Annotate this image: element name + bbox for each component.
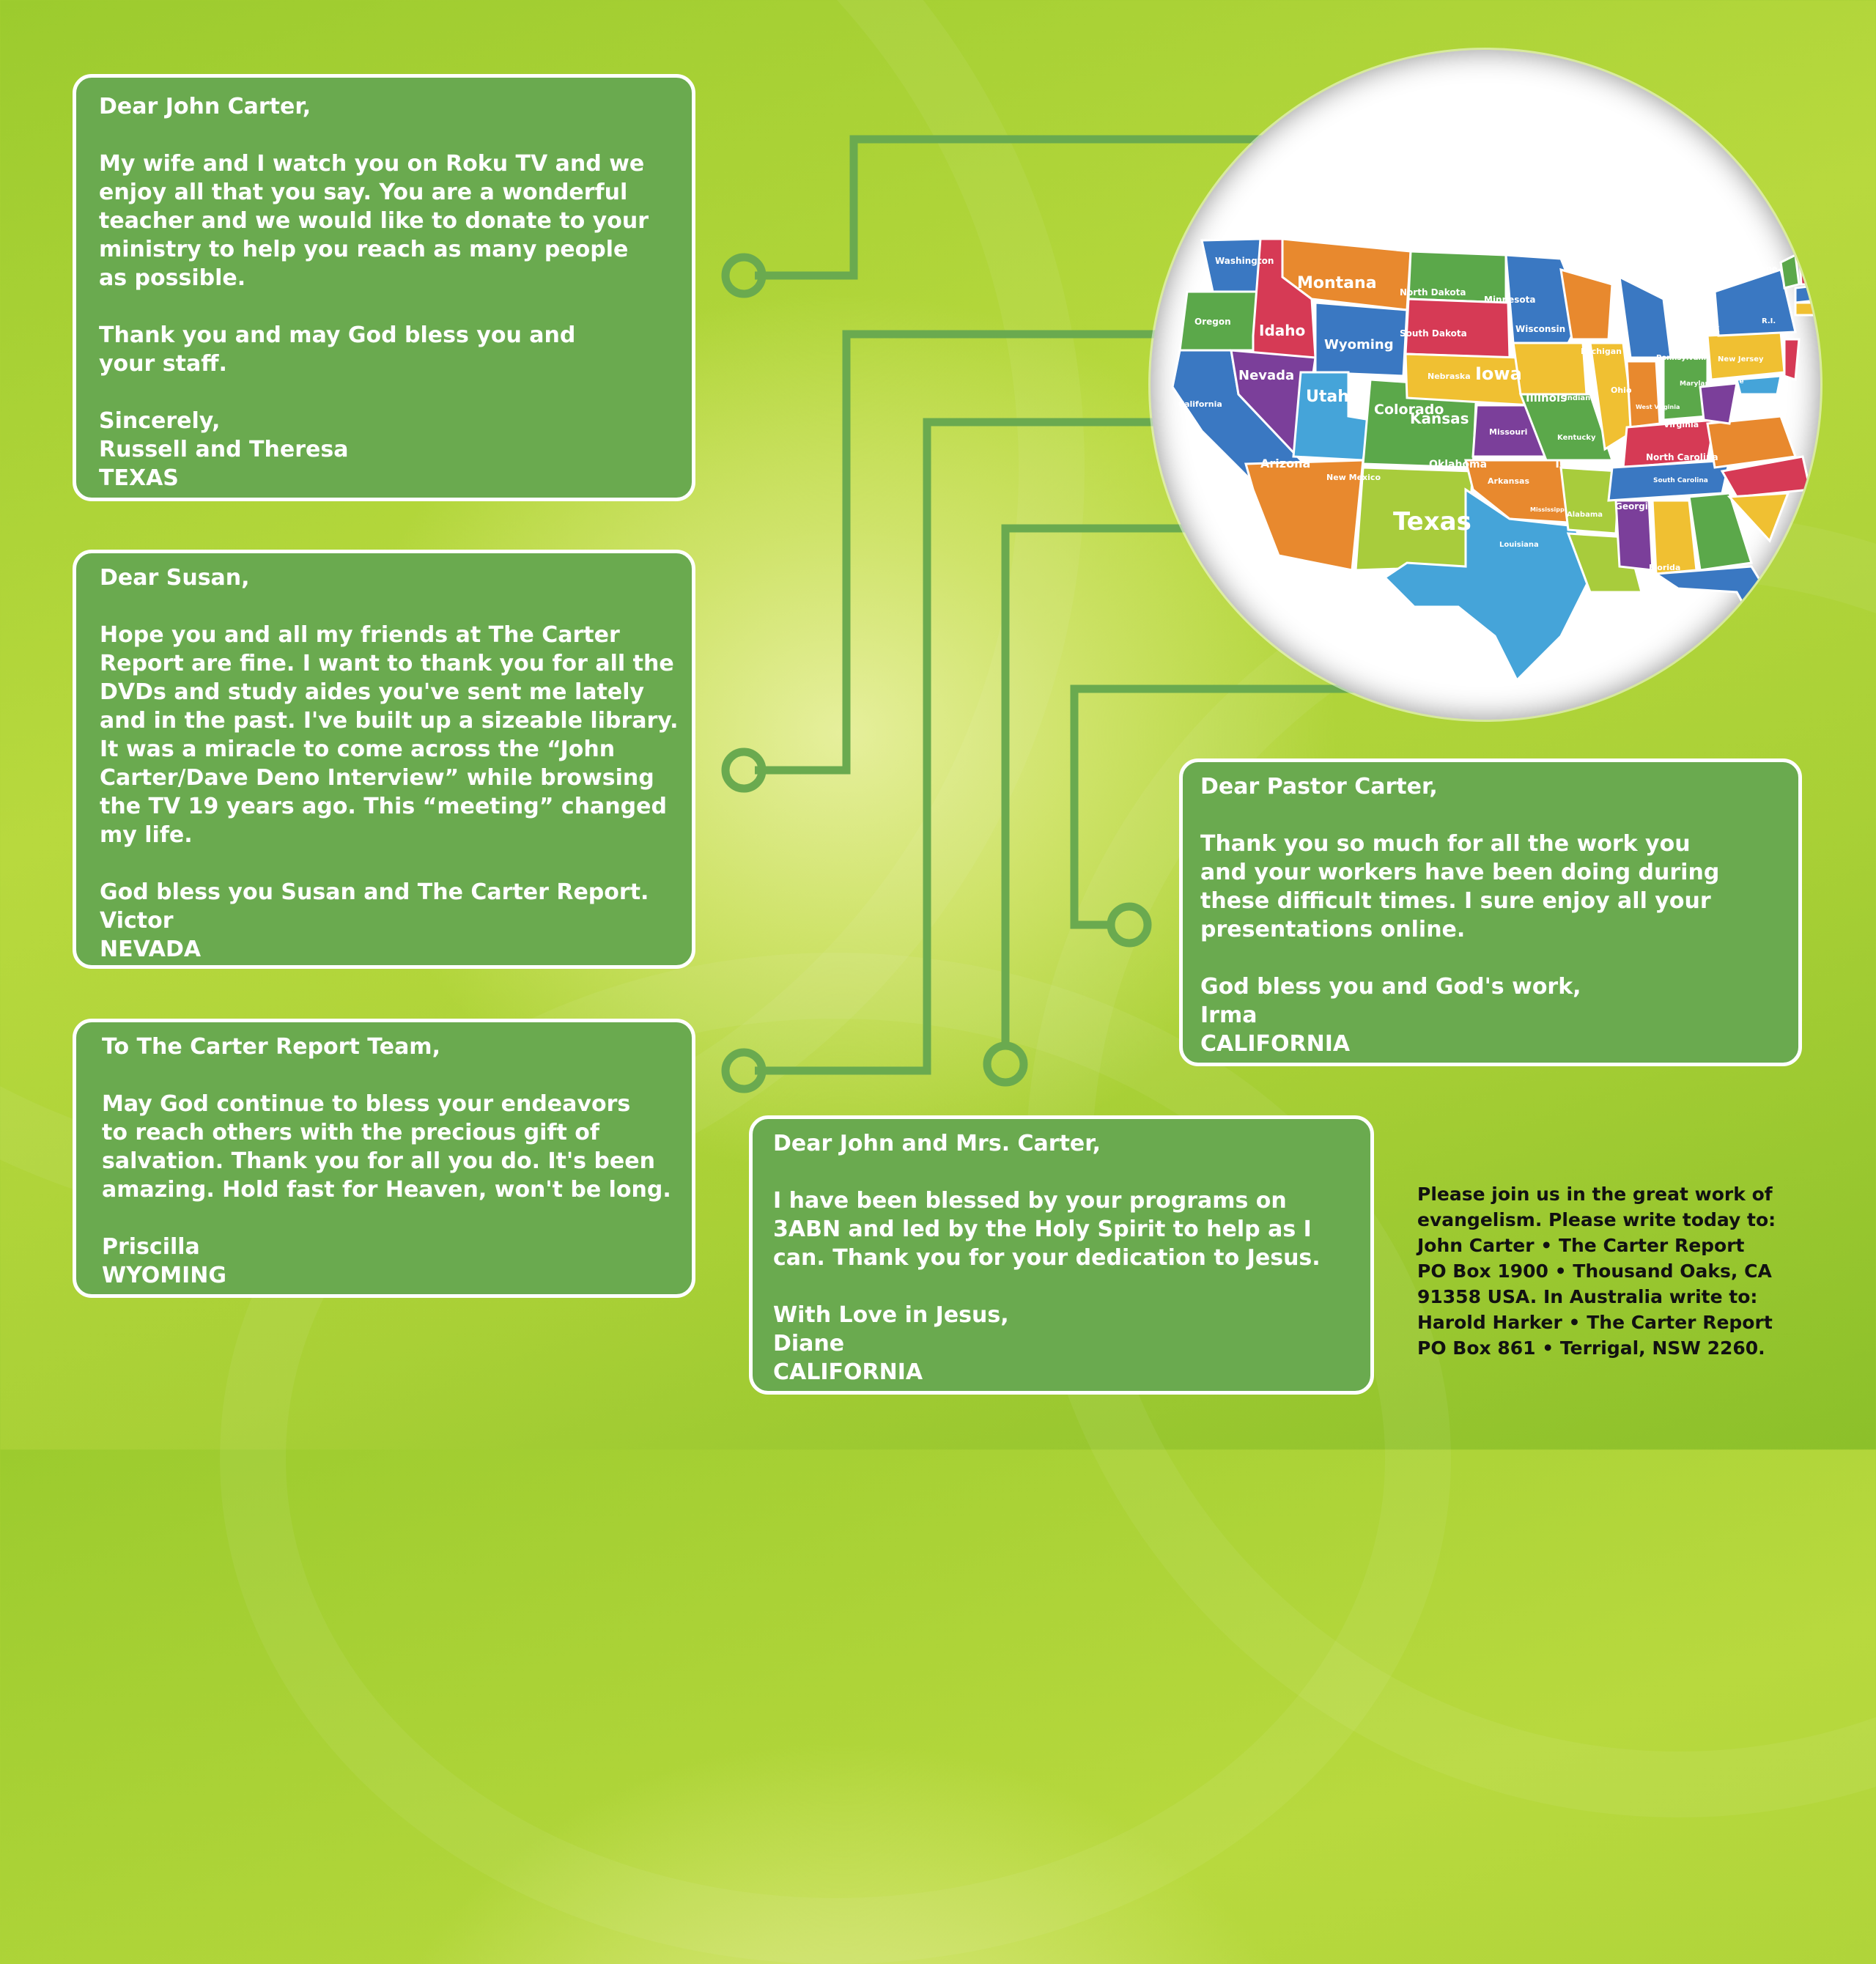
state-utah [1293,372,1370,460]
letter-line: Priscilla [102,1234,200,1260]
label-tenessee: Tenessee [1554,457,1611,470]
label-florida: Florida [1649,563,1681,572]
us-map [1151,50,1820,720]
letter-line: CALIFORNIA [1200,1031,1351,1057]
label-wisconsin: Wisconsin [1515,324,1566,334]
us-map-circle [1151,50,1820,720]
letter-line: and in the past. I've built up a sizeable library. [100,708,679,734]
label-utah: Utah [1306,388,1349,406]
letter-line [773,1158,1353,1186]
letter-line: your staff. [99,351,227,377]
letter-line [100,592,674,621]
label-california: California [1178,399,1222,409]
footer-line: PO Box 1900 • Thousand Oaks, CA [1417,1260,1772,1282]
letter-line: To The Carter Report Team, [102,1034,440,1060]
letter-line [100,849,674,878]
label-ohio: Ohio [1611,385,1632,395]
letter-line: salvation. Thank you for all you do. It's been [102,1148,655,1174]
letter-line: amazing. Hold fast for Heaven, won't be long. [102,1177,671,1203]
label-arkansas: Arkansas [1488,476,1530,486]
letter-line [1200,944,1781,972]
footer-line: PO Box 861 • Terrigal, NSW 2260. [1417,1337,1765,1359]
letter-line: Thank you so much for all the work you [1200,831,1691,857]
label-nebraska: Nebraska [1428,372,1471,381]
letter-line: Hope you and all my friends at The Carter [100,622,620,648]
letter-line: TEXAS [99,465,179,491]
letter-line: Diane [773,1331,845,1356]
label-mississippi: Mississippi [1530,506,1567,513]
letter-line: and your workers have been doing during [1200,860,1720,885]
letter-line: May God continue to bless your endeavors [102,1091,631,1117]
letter-line: God bless you and God's work, [1200,974,1581,1000]
state-iowa [1513,343,1587,394]
letter-line: teacher and we would like to donate to your [99,208,649,234]
letter-line: WYOMING [102,1263,226,1288]
letter-line [102,1204,674,1233]
letter-line: ministry to help you reach as many people [99,237,629,262]
letter-line [1200,801,1781,830]
label-new-mexico: New Mexico [1326,473,1381,482]
letter-line: CALIFORNIA [773,1359,923,1385]
label-maine: Maine [1750,264,1778,273]
letter-line: Dear Susan, [100,565,250,591]
label-louisiana: Louisiana [1499,541,1539,549]
letter-line: can. Thank you for your dedication to Jesus. [773,1245,1321,1271]
label-virginia: Virginia [1663,420,1699,429]
letter-card-california-diane [749,1115,1374,1395]
label-arizona: Arizona [1260,457,1311,470]
connector-node-5 [1111,907,1148,943]
label-montana: Montana [1297,274,1377,292]
label-idaho: Idaho [1259,322,1306,339]
letter-line: enjoy all that you say. You are a wonderful [99,180,628,205]
letter-line: my life. [100,822,193,848]
letter-line: With Love in Jesus, [773,1302,1009,1328]
letter-text [102,1033,674,1290]
letter-line: DVDs and study aides you've sent me lately [100,679,645,705]
letter-line: to reach others with the precious gift of [102,1120,599,1145]
label-colorado: Colorado [1374,402,1444,418]
letter-line [99,292,674,321]
label-ri: R.I. [1762,317,1776,325]
letter-line: Dear John and Mrs. Carter, [773,1131,1101,1156]
label-missouri: Missouri [1489,427,1528,437]
label-maryland: Maryland [1680,380,1715,388]
state-indiana [1627,361,1660,427]
label-north-carolina: North Carolina [1646,452,1718,462]
letter-line [99,378,674,407]
letter-line: the TV 19 years ago. This “meeting” changed [100,794,667,819]
letter-line: My wife and I watch you on Roku TV and we [99,151,645,177]
label-alabama: Alabama [1567,511,1603,519]
label-georgia: Georgia [1615,501,1654,512]
letter-text [100,564,679,964]
label-kentucky: Kentucky [1557,434,1596,442]
label-pennsylvania: Pennsylvania [1656,354,1711,362]
label-indiana: Indiana [1565,394,1596,402]
letter-line: Report are fine. I want to thank you for all the [100,651,674,676]
label-kansas: Kansas [1410,410,1469,427]
letter-line: Irma [1200,1003,1258,1028]
footer-line: 91358 USA. In Australia write to: [1417,1286,1758,1307]
letter-line: Dear Pastor Carter, [1200,774,1438,800]
letter-line: 3ABN and led by the Holy Spirit to help as I [773,1217,1312,1242]
label-south-dakota: South Dakota [1400,328,1467,339]
label-south-carolina: South Carolina [1653,477,1708,484]
state-michigan [1620,277,1671,358]
label-nevada: Nevada [1238,368,1295,383]
letter-line: as possible. [99,265,246,291]
letter-text [1200,772,1781,1058]
label-minnesota: Minnesota [1484,295,1536,305]
letter-line: NEVADA [100,937,202,962]
letter-line: Thank you and may God bless you and [99,322,576,348]
letter-line: God bless you Susan and The Carter Report. [100,879,649,905]
letter-line [102,1061,674,1090]
label-texas: Texas [1393,507,1471,536]
footer-line: John Carter • The Carter Report [1417,1235,1745,1256]
footer-line: Harold Harker • The Carter Report [1417,1312,1773,1333]
footer-line: evangelism. Please write today to: [1417,1209,1776,1230]
letter-line [773,1272,1353,1301]
letter-line: It was a miracle to come across the “John [100,736,616,762]
letter-line: presentations online. [1200,917,1466,942]
label-oregon: Oregon [1194,317,1231,327]
letter-line: Victor [100,908,174,934]
label-washington: Washington [1215,256,1274,266]
footer-line: Please join us in the great work of [1417,1184,1773,1205]
label-new-jersey: New Jersey [1718,355,1764,363]
letter-line: these difficult times. I sure enjoy all your [1200,888,1711,914]
label-illinois: Illinois [1526,391,1567,405]
state-new-jersey [1784,339,1799,380]
label-wyoming: Wyoming [1324,337,1394,352]
label-north-dakota: North Dakota [1400,287,1466,298]
letter-line: I have been blessed by your programs on [773,1188,1287,1214]
letter-line: Carter/Dave Deno Interview” while browsing [100,765,654,791]
label-michigan: Michigan [1581,347,1622,356]
letter-card-nevada [73,550,695,969]
label-west-virginia: West Virginia [1636,404,1680,410]
letter-card-california-irma [1179,758,1802,1066]
label-iowa: Iowa [1475,363,1522,384]
label-delaware: Delaware [1709,378,1744,385]
connector-node-4 [987,1046,1024,1082]
letter-line: Dear John Carter, [99,94,311,119]
connector-line-3 [755,422,1202,1071]
label-new-york: New York [1669,324,1720,335]
letter-card-texas [73,74,695,501]
letter-card-wyoming [73,1019,695,1298]
letter-line [99,121,674,149]
letter-line: Russell and Theresa [99,437,349,462]
state-vermont [1781,255,1799,288]
letter-line: Sincerely, [99,408,221,434]
label-oklahoma: Oklahoma [1429,459,1488,470]
contact-address-block [1417,1181,1828,1361]
letter-text [773,1129,1353,1387]
state-west-virginia [1700,383,1737,424]
connector-line-2 [755,334,1187,770]
letter-text [99,92,674,492]
